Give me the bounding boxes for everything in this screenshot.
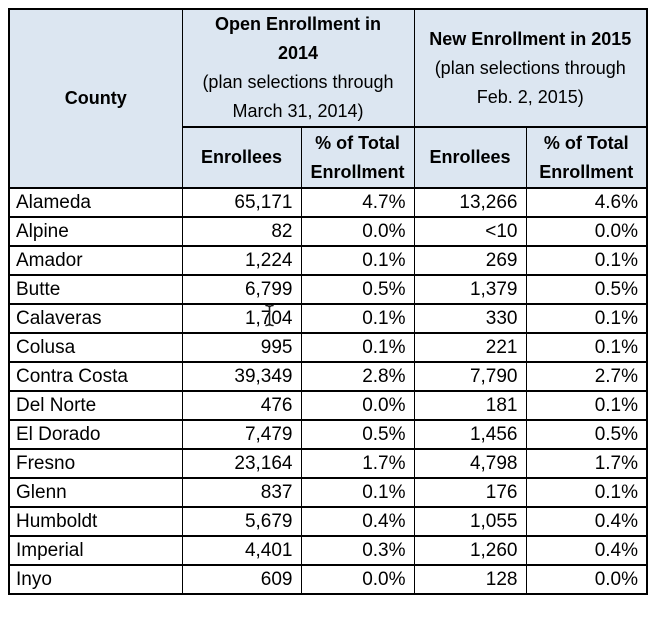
enrollees-2015-cell: 128 (414, 565, 526, 594)
county-cell: Fresno (9, 449, 182, 478)
pct-2015-cell: 0.1% (526, 304, 647, 333)
pct-2014-cell: 0.1% (301, 333, 414, 362)
table-row (9, 391, 647, 420)
county-cell: Del Norte (9, 391, 182, 420)
enrollees-2015-cell: 1,260 (414, 536, 526, 565)
enrollees-2014-cell: 1,704 (182, 304, 301, 333)
county-cell: Humboldt (9, 507, 182, 536)
open-enrollment-2014-header (182, 9, 414, 127)
enrollees-2014-header: Enrollees (182, 127, 301, 188)
table-row (9, 536, 647, 565)
open-enrollment-2014-title-line1: Open Enrollment in (214, 14, 381, 34)
pct-2015-cell: 0.5% (526, 275, 647, 304)
pct-2015-cell: 0.1% (526, 333, 647, 362)
pct-2015-cell: 0.1% (526, 478, 647, 507)
enrollees-2014-cell: 476 (182, 391, 301, 420)
county-cell: Glenn (9, 478, 182, 507)
county-header-cell (9, 9, 182, 188)
county-cell: Amador (9, 246, 182, 275)
enrollees-2015-cell: 13,266 (414, 188, 526, 217)
enrollees-2014-cell: 7,479 (182, 420, 301, 449)
table-row (9, 507, 647, 536)
county-cell: Imperial (9, 536, 182, 565)
pct-2015-cell: 0.4% (526, 507, 647, 536)
enrollees-2015-header: Enrollees (414, 127, 526, 188)
county-cell: Contra Costa (9, 362, 182, 391)
enrollees-2015-cell: 221 (414, 333, 526, 362)
enrollees-2014-cell: 4,401 (182, 536, 301, 565)
enrollees-2014-cell: 1,224 (182, 246, 301, 275)
pct-2014-cell: 0.1% (301, 304, 414, 333)
new-enrollment-2015-title-line1: New Enrollment in 2015 (429, 28, 632, 49)
enrollees-2014-cell: 609 (182, 565, 301, 594)
enrollees-2014-cell: 65,171 (182, 188, 301, 217)
county-cell: Alameda (9, 188, 182, 217)
table-row (9, 420, 647, 449)
pct-2015-cell: 4.6% (526, 188, 647, 217)
enrollees-2015-cell: 1,379 (414, 275, 526, 304)
pct-2015-cell: 2.7% (526, 362, 647, 391)
pct-2014-cell: 0.0% (301, 217, 414, 246)
pct-2014-cell: 0.1% (301, 246, 414, 275)
county-cell: Calaveras (9, 304, 182, 333)
enrollees-2014-cell: 23,164 (182, 449, 301, 478)
enrollees-2014-cell: 6,799 (182, 275, 301, 304)
new-enrollment-2015-header (414, 9, 647, 127)
pct-2015-cell: 0.1% (526, 391, 647, 420)
pct-2015-cell: 0.1% (526, 246, 647, 275)
enrollees-2015-cell: 269 (414, 246, 526, 275)
table-row (9, 188, 647, 217)
pct-2014-cell: 0.5% (301, 275, 414, 304)
enrollees-2015-cell: <10 (414, 217, 526, 246)
pct-2015-cell: 0.4% (526, 536, 647, 565)
pct-2014-cell: 0.5% (301, 420, 414, 449)
table-row (9, 304, 647, 333)
pct-2014-cell: 2.8% (301, 362, 414, 391)
open-enrollment-2014-note-line1: (plan selections through (202, 72, 394, 92)
enrollees-2015-cell: 176 (414, 478, 526, 507)
pct-2014-cell: 4.7% (301, 188, 414, 217)
table-row (9, 478, 647, 507)
enrollees-2015-cell: 1,456 (414, 420, 526, 449)
enrollees-2015-cell: 181 (414, 391, 526, 420)
table-row (9, 333, 647, 362)
open-enrollment-2014-title-line2: 2014 (277, 43, 319, 63)
enrollees-2014-cell: 39,349 (182, 362, 301, 391)
enrollees-2015-cell: 7,790 (414, 362, 526, 391)
pct-2015-cell: 1.7% (526, 449, 647, 478)
pct-2014-cell: 0.0% (301, 565, 414, 594)
enrollees-2014-cell: 82 (182, 217, 301, 246)
pct-2014-cell: 0.1% (301, 478, 414, 507)
pct-total-2014-header: % of Total Enrollment (301, 127, 414, 188)
county-cell: Colusa (9, 333, 182, 362)
new-enrollment-2015-note-line2: Feb. 2, 2015) (476, 86, 584, 107)
county-cell: Butte (9, 275, 182, 304)
pct-2015-cell: 0.5% (526, 420, 647, 449)
county-cell: Inyo (9, 565, 182, 594)
pct-2014-cell: 0.0% (301, 391, 414, 420)
table-row (9, 362, 647, 391)
pct-2015-cell: 0.0% (526, 217, 647, 246)
enrollees-2014-cell: 5,679 (182, 507, 301, 536)
pct-total-2015-header: % of Total Enrollment (526, 127, 647, 188)
enrollees-2015-cell: 1,055 (414, 507, 526, 536)
new-enrollment-2015-note-line1: (plan selections through (434, 57, 626, 78)
county-cell: Alpine (9, 217, 182, 246)
enrollees-2015-cell: 330 (414, 304, 526, 333)
enrollees-2014-cell: 995 (182, 333, 301, 362)
table-row (9, 246, 647, 275)
enrollees-2015-cell: 4,798 (414, 449, 526, 478)
pct-2014-cell: 0.3% (301, 536, 414, 565)
table-row (9, 449, 647, 478)
county-header-label: County (64, 88, 127, 108)
county-cell: El Dorado (9, 420, 182, 449)
table-row (9, 275, 647, 304)
open-enrollment-2014-note-line2: March 31, 2014) (232, 101, 364, 121)
table-row (9, 565, 647, 594)
pct-2014-cell: 1.7% (301, 449, 414, 478)
enrollees-2014-cell: 837 (182, 478, 301, 507)
table-row (9, 217, 647, 246)
pct-2015-cell: 0.0% (526, 565, 647, 594)
pct-2014-cell: 0.4% (301, 507, 414, 536)
enrollment-table (8, 8, 648, 595)
header-group-row (9, 9, 647, 127)
